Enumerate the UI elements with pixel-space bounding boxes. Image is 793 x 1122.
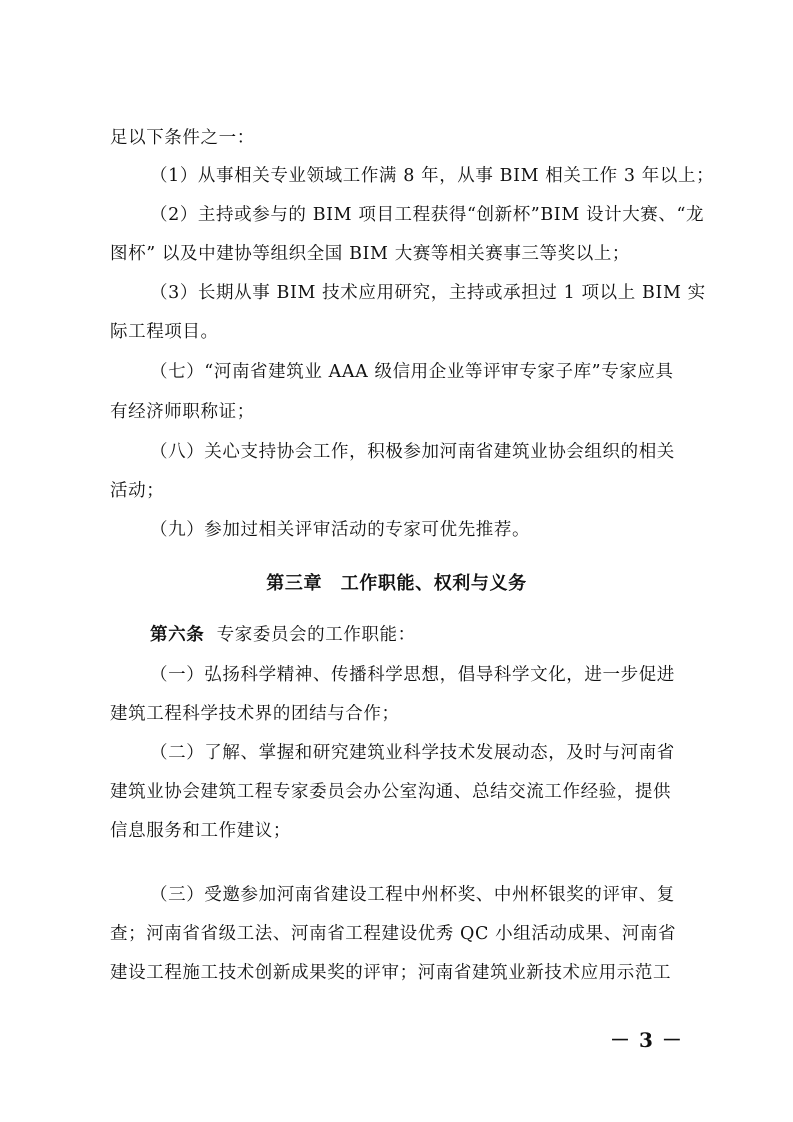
- text-line: 有经济师职称证；: [110, 402, 255, 422]
- text-line: 足以下条件之一：: [110, 128, 255, 148]
- text-line: 建筑工程科学技术界的团结与合作；: [110, 704, 400, 724]
- text-line: 图杯” 以及中建协等组织全国 BIM 大赛等相关赛事三等奖以上；: [110, 244, 631, 264]
- text-line: （三）受邀参加河南省建设工程中州杯奖、中州杯银奖的评审、复: [150, 885, 675, 905]
- page-number: － 3 －: [610, 1028, 683, 1052]
- text-line: 信息服务和工作建议；: [110, 821, 291, 841]
- article-line: [150, 623, 416, 647]
- text-line: （2）主持或参与的 BIM 项目工程获得“创新杯”BIM 设计大赛、“龙: [150, 205, 705, 225]
- text-line: 活动；: [110, 481, 165, 501]
- chapter-title: 第三章 工作职能、权利与义务: [266, 573, 527, 594]
- text-line: （二）了解、掌握和研究建筑业科学技术发展动态，及时与河南省: [150, 743, 675, 763]
- text-line: （1）从事相关专业领域工作满 8 年，从事 BIM 相关工作 3 年以上；: [150, 166, 715, 186]
- text-line: 建设工程施工技术创新成果奖的评审；河南省建筑业新技术应用示范工: [110, 963, 672, 983]
- text-line: （九）参加过相关评审活动的专家可优先推荐。: [150, 520, 531, 540]
- text-line: （八）关心支持协会工作，积极参加河南省建筑业协会组织的相关: [150, 442, 675, 462]
- text-line: 查；河南省省级工法、河南省工程建设优秀 QC 小组活动成果、河南省: [110, 924, 677, 944]
- text-line: （七）“河南省建筑业 AAA 级信用企业等评审专家子库”专家应具: [150, 362, 674, 382]
- text-line: （3）长期从事 BIM 技术应用研究，主持或承担过 1 项以上 BIM 实: [150, 283, 706, 303]
- article-text: 专家委员会的工作职能：: [216, 625, 416, 645]
- article-label: 第六条: [150, 625, 205, 645]
- text-line: 际工程项目。: [110, 322, 219, 342]
- text-line: （一）弘扬科学精神、传播科学思想，倡导科学文化，进一步促进: [150, 665, 675, 685]
- text-line: 建筑业协会建筑工程专家委员会办公室沟通、总结交流工作经验，提供: [110, 782, 672, 802]
